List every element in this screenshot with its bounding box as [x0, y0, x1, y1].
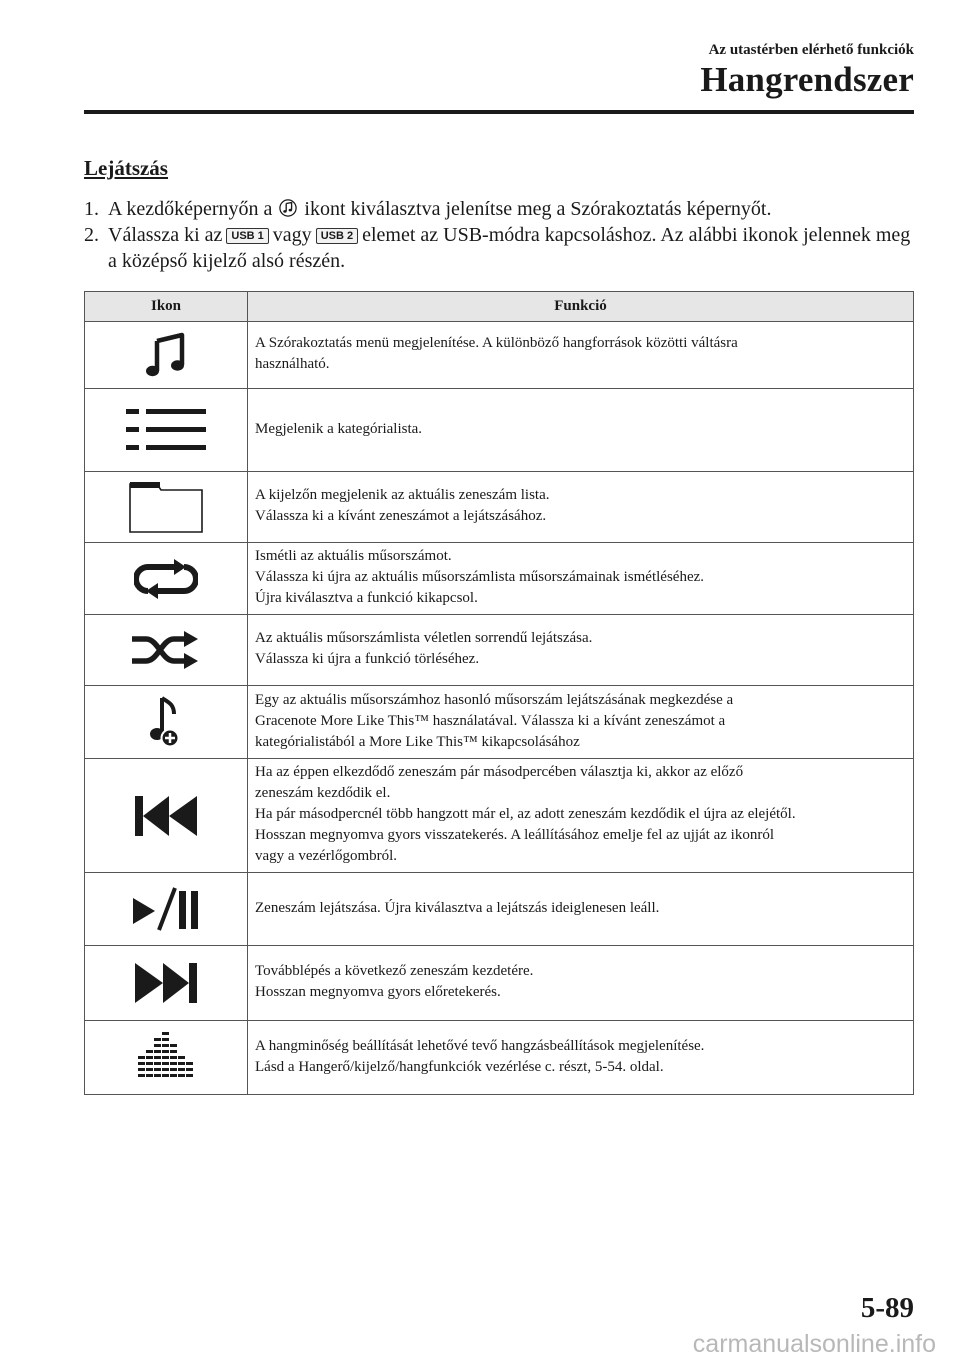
step-1: [84, 196, 914, 222]
icon-cell: [85, 759, 248, 873]
function-description: [248, 1021, 914, 1095]
description-line: Lásd a Hangerő/kijelző/hangfunkciók vezérlése c. részt, 5-54. oldal.: [255, 1058, 664, 1075]
step-text-part: ikont kiválasztva jelenítse meg a Szórakoztatás képernyőt.: [304, 198, 772, 220]
skip-forward-icon: [135, 963, 197, 1003]
icon-cell: [85, 946, 248, 1021]
usb1-key: USB 1: [226, 228, 268, 244]
usb2-key: USB 2: [316, 228, 358, 244]
section-heading: Lejátszás: [84, 156, 168, 180]
table-row: [85, 543, 914, 615]
step-text: [108, 196, 914, 222]
repeat-icon: [134, 559, 198, 599]
description-line: Ha pár másodpercnél több hangzott már el, az adott zeneszám kezdődik el újra az elejétől.: [255, 806, 796, 822]
step-text-part: A kezdőképernyőn a: [108, 198, 273, 220]
step-text-part: Válassza ki az: [108, 224, 223, 246]
description-line: Megjelenik a kategórialista.: [255, 420, 423, 437]
header-section-title: Az utastérben elérhető funkciók: [708, 42, 914, 58]
category-list-icon: [126, 405, 206, 455]
description-line: Egy az aktuális műsorszámhoz hasonló műsorszám lejátszásának megkezdése a: [255, 691, 734, 708]
description-line: kategórialistából a More Like This™ kikapcsolásához: [255, 733, 580, 750]
step-text-part: vagy: [272, 224, 312, 246]
function-description: [248, 615, 914, 686]
table-header-row: [85, 292, 914, 322]
description-line: Zeneszám lejátszása. Újra kiválasztva a lejátszás ideiglenesen leáll.: [255, 899, 660, 916]
table-row: [85, 322, 914, 389]
description-line: A Szórakoztatás menü megjelenítése. A különböző hangforrások közötti váltásra: [255, 335, 738, 351]
icon-function-table: [84, 291, 914, 1095]
icon-cell: [85, 543, 248, 615]
watermark: carmanualsonline.info: [692, 1330, 936, 1358]
icon-cell: [85, 873, 248, 946]
description-line: Gracenote More Like This™ használatával. Válassza ki a kívánt zeneszámot a: [255, 712, 726, 729]
description-line: Újra kiválasztva a funkció kikapcsol.: [255, 590, 478, 606]
play-pause-icon: [131, 886, 201, 932]
table-row: [85, 1021, 914, 1095]
description-line: Válassza ki a kívánt zeneszámot a lejátszásához.: [255, 508, 547, 524]
step-number: 2.: [84, 224, 99, 246]
description-line: Az aktuális műsorszámlista véletlen sorrendű lejátszása.: [255, 630, 593, 646]
step-number: 1.: [84, 198, 99, 220]
equalizer-icon: [138, 1032, 194, 1084]
description-line: Ismétli az aktuális műsorszámot.: [255, 548, 452, 564]
steps-list: [84, 196, 914, 274]
icon-cell: [85, 686, 248, 759]
page-number: 5-89: [860, 1292, 914, 1324]
table-row: [85, 759, 914, 873]
description-line: használható.: [255, 356, 330, 372]
step-text: [108, 222, 914, 274]
step-2: [84, 222, 914, 274]
function-description: [248, 543, 914, 615]
function-description: [248, 322, 914, 389]
description-line: A hangminőség beállítását lehetővé tevő hangzásbeállítások megjelenítése.: [255, 1037, 705, 1054]
description-line: A kijelzőn megjelenik az aktuális zeneszám lista.: [255, 487, 550, 503]
skip-back-icon: [135, 796, 197, 836]
music-note-icon: [144, 331, 188, 379]
column-header-icon: Ikon: [85, 292, 248, 322]
description-line: Hosszan megnyomva gyors előretekerés.: [255, 984, 501, 1000]
description-line: Hosszan megnyomva gyors visszatekerés. A leállításához emelje fel az ujját az ikonról: [255, 827, 774, 843]
function-description: [248, 389, 914, 472]
shuffle-icon: [132, 630, 200, 670]
table-row: [85, 389, 914, 472]
description-line: Válassza ki újra az aktuális műsorszámlista műsorszámainak ismétléséhez.: [255, 569, 705, 585]
description-line: Továbblépés a következő zeneszám kezdetére.: [255, 963, 534, 979]
table-row: [85, 946, 914, 1021]
icon-cell: [85, 389, 248, 472]
more-like-this-icon: [150, 696, 182, 748]
icon-cell: [85, 615, 248, 686]
step-text-part: elemet az USB-módra kapcsoláshoz. Az alábbi ikonok jelennek meg a középső kijelző alsó részén.: [108, 224, 911, 272]
table-row: [85, 686, 914, 759]
folder-icon: [129, 481, 203, 533]
table-row: [85, 615, 914, 686]
description-line: Válassza ki újra a funkció törléséhez.: [255, 651, 480, 667]
icon-cell: [85, 1021, 248, 1095]
description-line: vagy a vezérlőgombról.: [255, 848, 398, 864]
column-header-function: Funkció: [248, 292, 914, 322]
header-divider: [84, 110, 914, 114]
function-description: [248, 686, 914, 759]
page-title: Hangrendszer: [700, 60, 914, 99]
function-description: [248, 946, 914, 1021]
music-note-icon: [279, 198, 297, 218]
table-row: [85, 873, 914, 946]
description-line: Ha az éppen elkezdődő zeneszám pár másodpercében választja ki, akkor az előző: [255, 764, 744, 780]
function-description: [248, 472, 914, 543]
table-row: [85, 472, 914, 543]
function-description: [248, 873, 914, 946]
function-description: [248, 759, 914, 873]
icon-cell: [85, 472, 248, 543]
description-line: zeneszám kezdődik el.: [255, 785, 391, 801]
icon-cell: [85, 322, 248, 389]
